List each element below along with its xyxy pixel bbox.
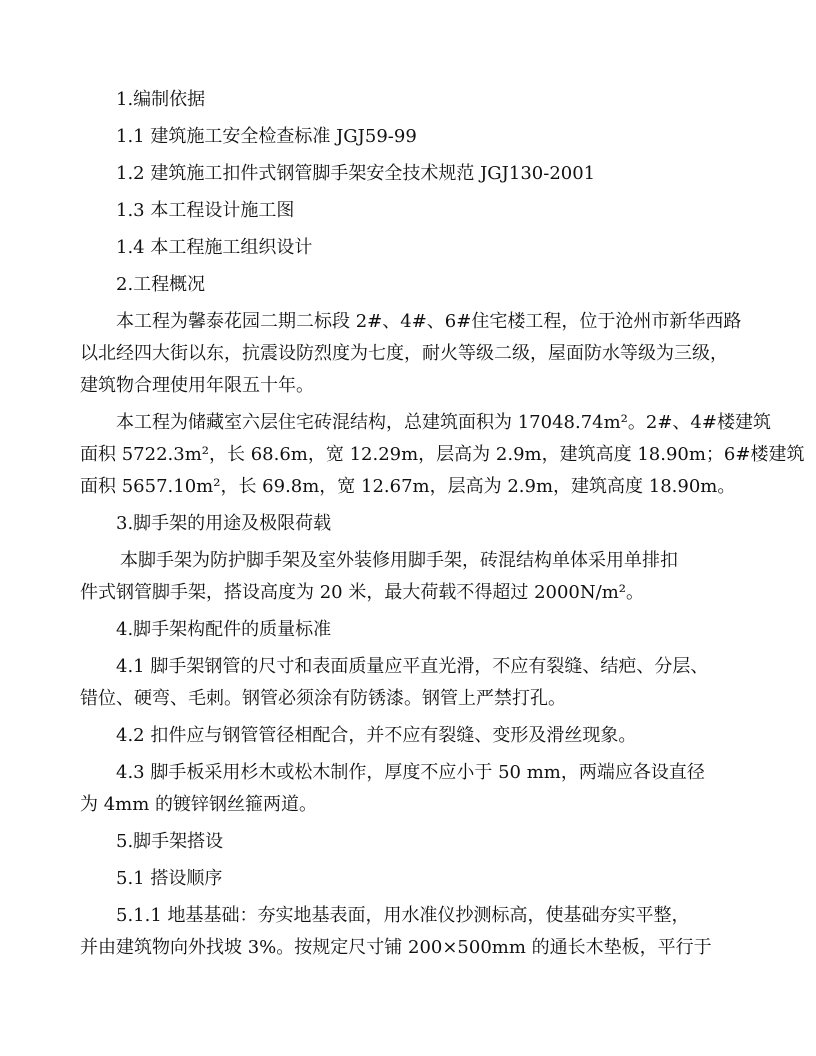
paragraph-line: 4.3 脚手板采用杉木或松木制作，厚度不应小于 50 mm，两端应各设直径 xyxy=(116,762,705,783)
paragraph-line: 面积 5657.10m²，长 69.8m，宽 12.67m，层高为 2.9m，建筑高度 18.90m。 xyxy=(80,476,736,497)
paragraph-line: 本工程为储藏室六层住宅砖混结构，总建筑面积为 17048.74m²。2#、4#楼建筑 xyxy=(116,412,771,433)
reference-item-4: 1.4 本工程施工组织设计 xyxy=(116,237,313,258)
paragraph-line: 面积 5722.3m²，长 68.6m，宽 12.29m，层高为 2.9m，建筑高度 18.90m；6#楼建筑 xyxy=(80,444,805,465)
paragraph-line: 并由建筑物向外找坡 3%。按规定尺寸铺 200×500mm 的通长木垫板，平行于 xyxy=(80,937,712,958)
reference-item-3: 1.3 本工程设计施工图 xyxy=(116,200,295,221)
paragraph-line: 错位、硬弯、毛刺。钢管必须涂有防锈漆。钢管上严禁打孔。 xyxy=(80,688,566,709)
section-heading-5: 5.脚手架搭设 xyxy=(116,831,224,852)
section-heading-1: 1.编制依据 xyxy=(116,89,206,110)
paragraph-line: 4.2 扣件应与钢管管径相配合，并不应有裂缝、变形及滑丝现象。 xyxy=(116,725,637,746)
subsection-heading: 5.1 搭设顺序 xyxy=(116,868,223,889)
section-heading-3: 3.脚手架的用途及极限荷载 xyxy=(116,513,332,534)
paragraph-line: 本脚手架为防护脚手架及室外装修用脚手架，砖混结构单体采用单排扣 xyxy=(120,550,678,571)
paragraph-line: 4.1 脚手架钢管的尺寸和表面质量应平直光滑，不应有裂缝、结疤、分层、 xyxy=(116,656,709,677)
paragraph-line: 本工程为馨泰花园二期二标段 2#、4#、6#住宅楼工程，位于沧州市新华西路 xyxy=(116,311,742,332)
section-heading-2: 2.工程概况 xyxy=(116,274,206,295)
paragraph-line: 以北经四大街以东，抗震设防烈度为七度，耐火等级二级，屋面防水等级为三级， xyxy=(80,343,728,364)
paragraph-line: 建筑物合理使用年限五十年。 xyxy=(80,375,314,396)
paragraph-line: 5.1.1 地基基础：夯实地基表面，用水准仪抄测标高，使基础夯实平整， xyxy=(116,905,690,926)
paragraph-line: 为 4mm 的镀锌钢丝箍两道。 xyxy=(80,794,318,815)
section-heading-4: 4.脚手架构配件的质量标准 xyxy=(116,619,332,640)
reference-item-1: 1.1 建筑施工安全检查标准 JGJ59-99 xyxy=(116,126,417,147)
reference-item-2: 1.2 建筑施工扣件式钢管脚手架安全技术规范 JGJ130-2001 xyxy=(116,163,596,184)
paragraph-line: 件式钢管脚手架，搭设高度为 20 米，最大荷载不得超过 2000N/m²。 xyxy=(80,582,644,603)
